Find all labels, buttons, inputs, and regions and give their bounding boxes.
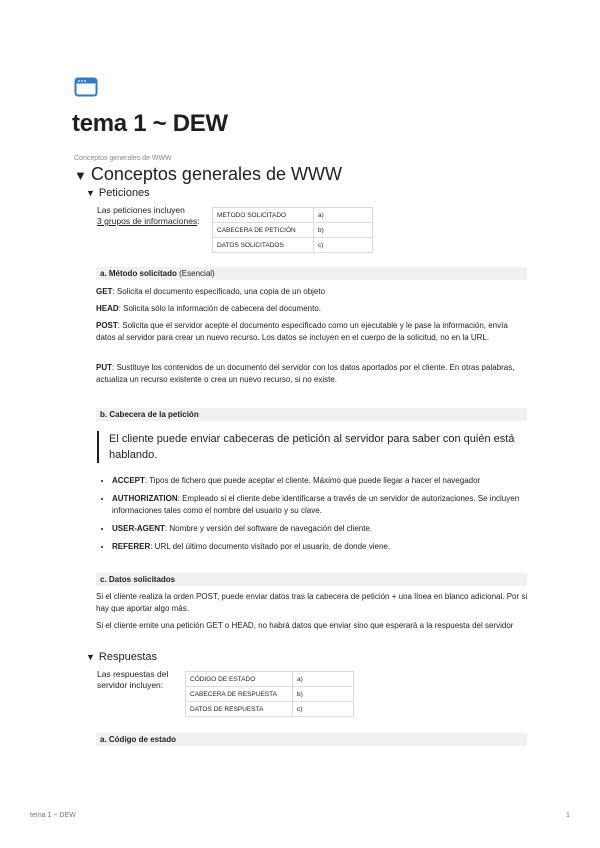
respuestas-table <box>185 671 354 717</box>
breadcrumb[interactable]: Conceptos generales de WWW <box>74 155 172 162</box>
header-list <box>100 475 540 559</box>
toggle-heading-respuestas[interactable] <box>86 650 157 664</box>
browser-window-icon <box>74 77 98 97</box>
section-heading-conceptos[interactable] <box>74 163 342 187</box>
peticiones-intro <box>97 205 205 227</box>
table-cell: CABECERA DE PETICIÓN <box>213 223 314 238</box>
toggle-caret-icon[interactable]: ▼ <box>86 188 95 198</box>
table-cell: a) <box>293 672 354 687</box>
method-term: HEAD <box>96 304 119 313</box>
table-cell: b) <box>314 223 373 238</box>
table-row <box>186 687 354 702</box>
section-heading-label: Conceptos generales de WWW <box>90 164 342 184</box>
method-get <box>96 286 528 298</box>
table-cell: CÓDIGO DE ESTADO <box>186 672 293 687</box>
header-desc: : Tipos de fichero que puede aceptar el cliente. Máximo que puede llegar a hacer el navegador <box>144 476 481 485</box>
table-row <box>213 208 373 223</box>
method-desc: : Solicita sólo la información de cabecera del documento. <box>118 304 322 313</box>
method-put <box>96 362 528 386</box>
toggle-caret-icon[interactable]: ▼ <box>74 168 87 183</box>
intro-suffix: : <box>197 216 200 226</box>
table-row <box>213 238 373 253</box>
datos-paragraph-2: Si el cliente emite una petición GET o HEAD, no habrá datos que enviar sino que esperará a la respuesta del servidor <box>96 621 514 630</box>
header-term: ACCEPT <box>112 476 145 485</box>
subheading-label: a. Método solicitado <box>100 269 177 278</box>
toggle-heading-label: Peticiones <box>98 187 150 199</box>
list-item <box>112 541 540 553</box>
header-desc: : Empleado si el cliente debe identificarse a través de un servidor de autorizaciones. Se incluyen informaciones tales como el nombre del usuario y su clave. <box>112 494 520 515</box>
header-desc: : URL del último documento visitado por el usuario, de donde viene. <box>150 542 391 551</box>
method-desc: : Solicita el documento especificado, una copia de un objeto <box>112 287 326 296</box>
subheading-datos: c. Datos solicitados <box>96 573 527 586</box>
table-cell: c) <box>293 702 354 717</box>
method-head <box>96 303 528 315</box>
table-cell: b) <box>293 687 354 702</box>
method-desc: : Sustituye los contenidos de un documento del servidor con los datos aportados por el cliente. En otras palabras, actualiza un recurso existente o crea un nuevo recurso, si no existe. <box>96 363 515 384</box>
intro-link: 3 grupos de informaciones <box>97 216 198 226</box>
subheading-note: (Esencial) <box>179 269 215 278</box>
table-cell: CABECERA DE RESPUESTA <box>186 687 293 702</box>
header-term: USER-AGENT <box>112 524 165 533</box>
footer-title: tema 1 ~ DEW <box>30 812 76 819</box>
subheading-cabecera: b. Cabecera de la petición <box>96 408 527 421</box>
subheading-codigo: a. Código de estado <box>96 733 527 746</box>
method-term: GET <box>96 287 113 296</box>
list-item <box>112 523 540 535</box>
page-title: tema 1 ~ DEW <box>72 110 228 137</box>
toggle-heading-peticiones[interactable] <box>86 186 150 200</box>
table-row <box>186 702 354 717</box>
table-row <box>213 223 373 238</box>
toggle-heading-label: Respuestas <box>98 651 158 663</box>
list-item <box>112 493 540 517</box>
toggle-caret-icon[interactable]: ▼ <box>86 652 95 662</box>
method-post <box>96 320 528 344</box>
intro-text: Las peticiones incluyen <box>97 205 185 215</box>
table-cell: c) <box>314 238 373 253</box>
table-cell: METODO SOLICITADO <box>213 208 314 223</box>
table-cell: a) <box>314 208 373 223</box>
list-item <box>112 475 540 487</box>
peticiones-table <box>212 207 373 253</box>
subheading-metodo <box>96 267 527 280</box>
table-cell: DATOS DE RESPUESTA <box>186 702 293 717</box>
header-term: REFERER <box>112 542 151 551</box>
table-cell: DATOS SOLICITADOS <box>213 238 314 253</box>
page-number: 1 <box>566 812 570 819</box>
header-desc: : Nombre y versión del software de navegación del cliente. <box>164 524 373 533</box>
quote-block: El cliente puede enviar cabeceras de petición al servidor para saber con quién está hablando. <box>97 431 527 463</box>
table-row <box>186 672 354 687</box>
method-term: POST <box>96 321 118 330</box>
method-desc: : Solicita que el servidor acepte el documento especificado como un ejecutable y le pase la información, envía datos al servidor para crear un nuevo recurso. Los datos se incluyen en el cuerpo de la solicitud, no en la URL. <box>96 321 508 342</box>
header-term: AUTHORIZATION <box>112 494 178 503</box>
method-term: PUT <box>96 363 112 372</box>
datos-paragraph-1: Si el cliente realiza la orden POST, puede enviar datos tras la cabecera de petición + una línea en blanco adicional. Por si hay que aportar algo más. <box>96 592 528 613</box>
respuestas-intro: Las respuestas del servidor incluyen: <box>97 669 169 690</box>
